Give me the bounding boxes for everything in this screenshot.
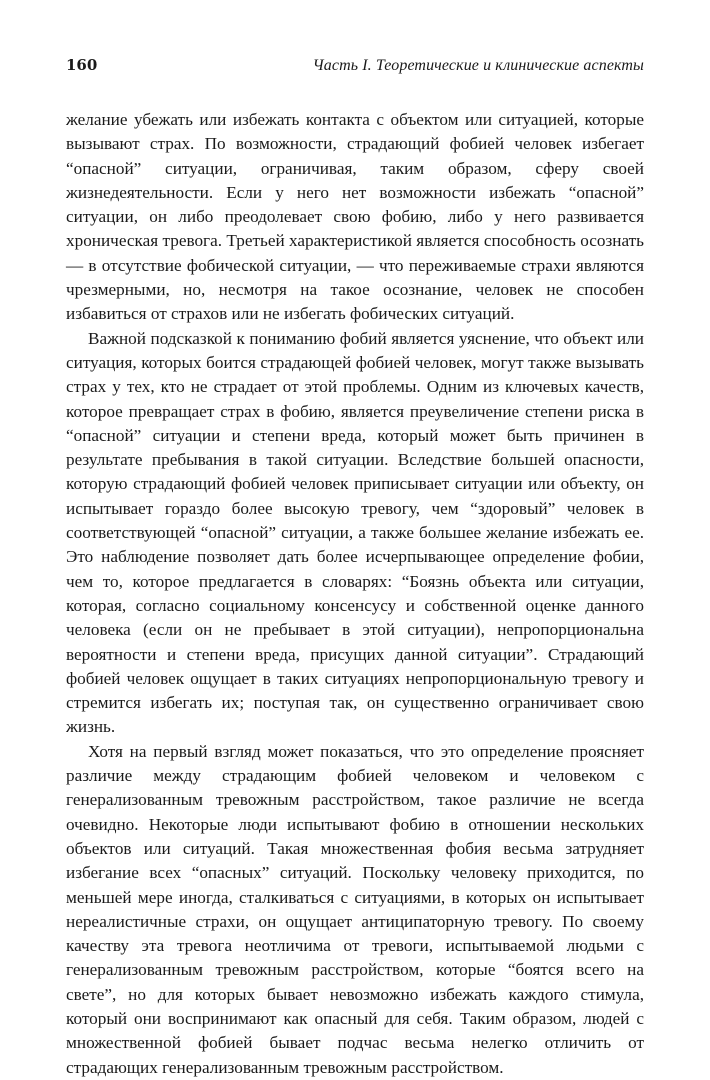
running-header bbox=[66, 56, 644, 84]
body-text bbox=[66, 108, 644, 1080]
page-number: 160 bbox=[66, 56, 98, 74]
paragraph-1: желание убежать или избежать контакта с объектом или ситуацией, которые вызывают страх. По возможности, страдающий фобией человек избегает “опасной” ситуации, ограничивая, таким образом, сферу своей жизнедеятельности. Если у него нет возможности избежать “опасной” ситуации, он либо преодолевает свою фобию, либо у него развивается хроническая тревога. Третьей характеристикой является способность осознать — в отсутствие фобической ситуации, — что переживаемые страхи являются чрезмерными, но, несмотря на такое осознание, человек не способен избавиться от страхов или не избегать фобических ситуаций. bbox=[66, 110, 644, 324]
paragraph-2: Важной подсказкой к пониманию фобий является уяснение, что объект или ситуация, которых боится страдающей фобией человек, могут также вызывать страх у тех, кто не страдает от этой проблемы. Одним из ключевых качеств, которое превращает страх в фобию, является преувеличение степени риска в “опасной” ситуации и степени вреда, который может быть причинен в результате пребывания в такой ситуации. Вследствие большей опасности, которую страдающий фобией человек приписывает ситуации или объекту, он испытывает гораздо более высокую тревогу, чем “здоровый” человек в соответствующей “опасной” ситуации, а также большее желание избежать ее. Это наблюдение позволяет дать более исчерпывающее определение фобии, чем то, которое предлагается в словарях: “Боязнь объекта или ситуации, которая, согласно социальному консенсусу и собственной оценке данного человека (если он не пребывает в этой ситуации), непропорциональна вероятности и степени вреда, присущих данной ситуации”. Страдающий фобией человек ощущает в таких ситуациях непропорциональную тревогу и стремится избегать их; поступая так, он существенно ограничивает свою жизнь. bbox=[66, 328, 644, 737]
book-page bbox=[66, 56, 644, 1080]
paragraph-3: Хотя на первый взгляд может показаться, что это определение проясняет различие между страдающим фобией человеком и человеком с генерализованным тревожным расстройством, такое различие не всегда очевидно. Некоторые люди испытывают фобию в отношении нескольких объектов или ситуаций. Такая множественная фобия весьма затрудняет избегание всех “опасных” ситуаций. Поскольку человеку приходится, по меньшей мере иногда, сталкиваться с ситуациями, в которых он испытывает нереалистичные страхи, он ощущает антиципаторную тревогу. По своему качеству эта тревога неотличима от тревоги, испытываемой людьми с генерализованным тревожным расстройством, которые “боятся всего на свете”, но для которых бывает невозможно избежать каждого стимула, который они воспринимают как опасный для себя. Таким образом, людей с множественной фобией бывает подчас весьма нелегко отличить от страдающих генерализованным тревожным расстройством. bbox=[66, 741, 644, 1077]
running-header-title: Часть I. Теоретические и клинические аспекты bbox=[312, 57, 644, 74]
